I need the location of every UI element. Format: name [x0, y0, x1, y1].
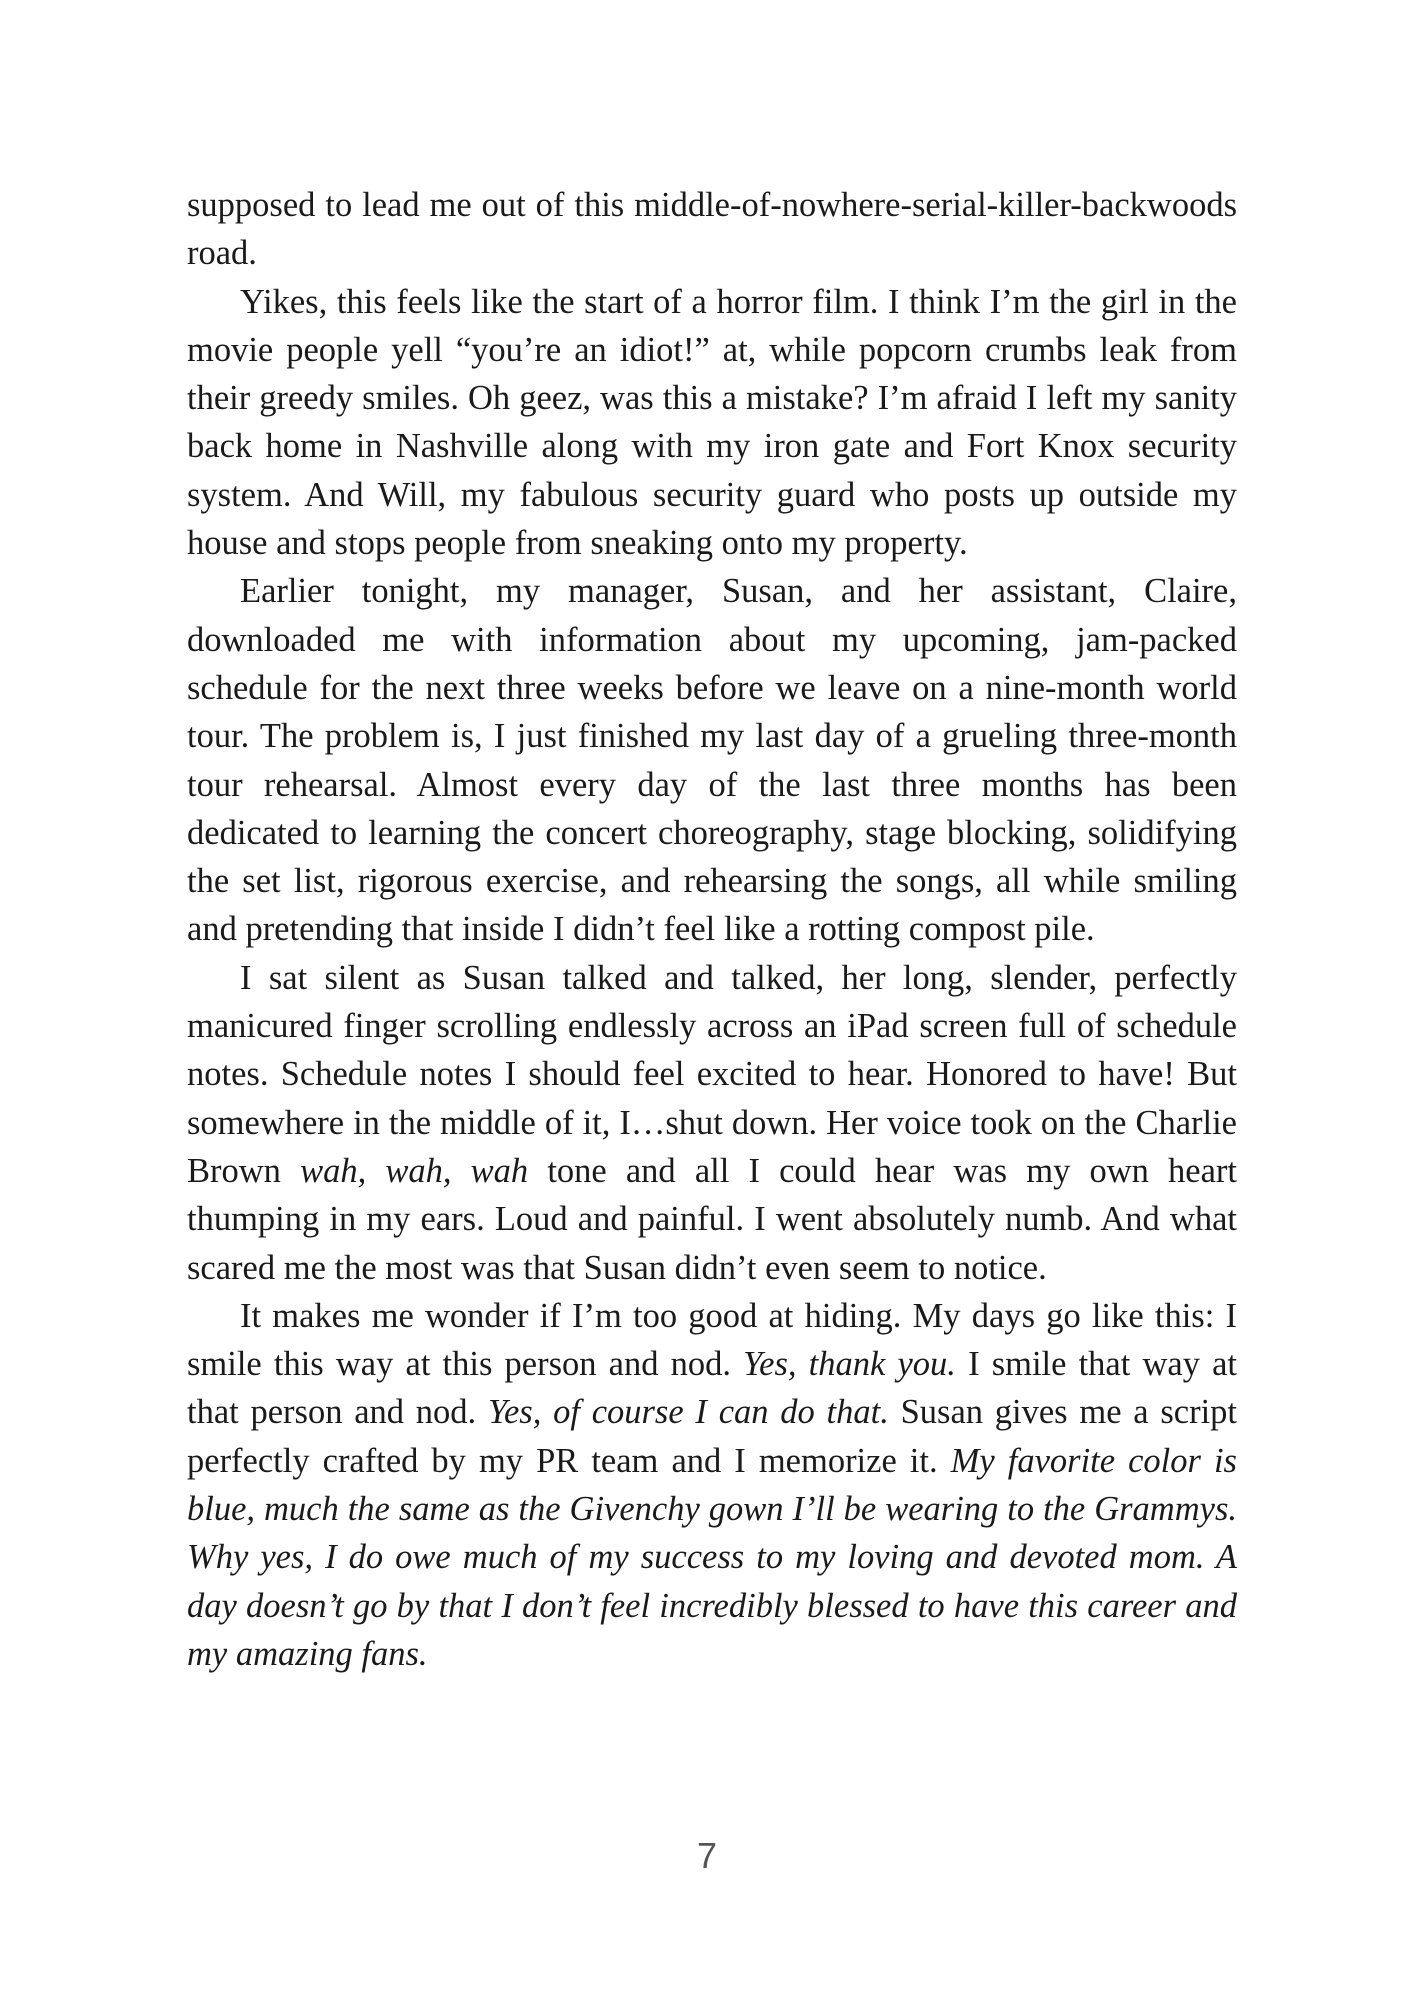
text-segment: Earlier tonight, my manager, Susan, and her assistant, Claire, downloaded me with information about my upcoming, jam-packed schedule for the next three weeks before we leave on a nine-month world tour. The problem is, I just finished my last day of a grueling three-month tour rehearsal. Almost every day of the last three months has been dedicated to learning the concert choreography, stage blocking, solidifying the set list, rigorous exercise, and rehearsing the songs, all while smiling and pretending that inside I didn’t feel like a rotting compost pile.: [187, 572, 1237, 949]
text-segment: Yikes, this feels like the start of a horror film. I think I’m the girl in the movie people yell “you’re an idiot!” at, while popcorn crumbs leak from their greedy smiles. Oh geez, was this a mistake? I’m afraid I left my sanity back home in Nashville along with my iron gate and Fort Knox security system. And Will, my fabulous security guard who posts up outside my house and stops people from sneaking onto my property.: [187, 282, 1237, 563]
text-segment: supposed to lead me out of this middle-of-nowhere-serial-killer-backwoods road.: [187, 186, 1237, 273]
italic-text-segment: wah, wah, wah: [300, 1151, 529, 1190]
paragraph-2: [187, 278, 1237, 568]
italic-text-segment: Yes, of course I can do that.: [487, 1393, 889, 1432]
text-segment: Susan gives me a script perfectly crafted by my PR team and I memorize it.: [187, 1393, 1237, 1480]
italic-text-segment: Yes, thank you.: [743, 1345, 956, 1384]
paragraph-5: [187, 1292, 1237, 1678]
text-segment: It makes me wonder if I’m too good at hiding. My days go like this: I smile this way at this person and nod.: [187, 1296, 1237, 1384]
body-text: [187, 181, 1237, 1678]
text-segment: tone and all I could hear was my own heart thumping in my ears. Loud and painful. I went absolutely numb. And what scared me the most was that Susan didn’t even seem to notice.: [187, 1151, 1237, 1287]
page-number: 7: [696, 1835, 718, 1876]
paragraph-4: [187, 954, 1237, 1292]
text-segment: I smile that way at that person and nod.: [187, 1345, 1237, 1432]
text-segment: I sat silent as Susan talked and talked, her long, slender, perfectly manicured finger scrolling endlessly across an iPad screen full of schedule notes. Schedule notes I should feel excited to hear. Honored to have! But somewhere in the middle of it, I…shut down. Her voice took on the Charlie Brown: [187, 958, 1237, 1190]
italic-text-segment: My favorite color is blue, much the same as the Givenchy gown I’ll be wearing to the Grammys. Why yes, I do owe much of my success to my loving and devoted mom. A day doesn’t go by that I don’t feel incredibly blessed to have this career and my amazing fans.: [187, 1441, 1237, 1673]
paragraph-3: [187, 567, 1237, 953]
paragraph-1: [187, 181, 1237, 278]
